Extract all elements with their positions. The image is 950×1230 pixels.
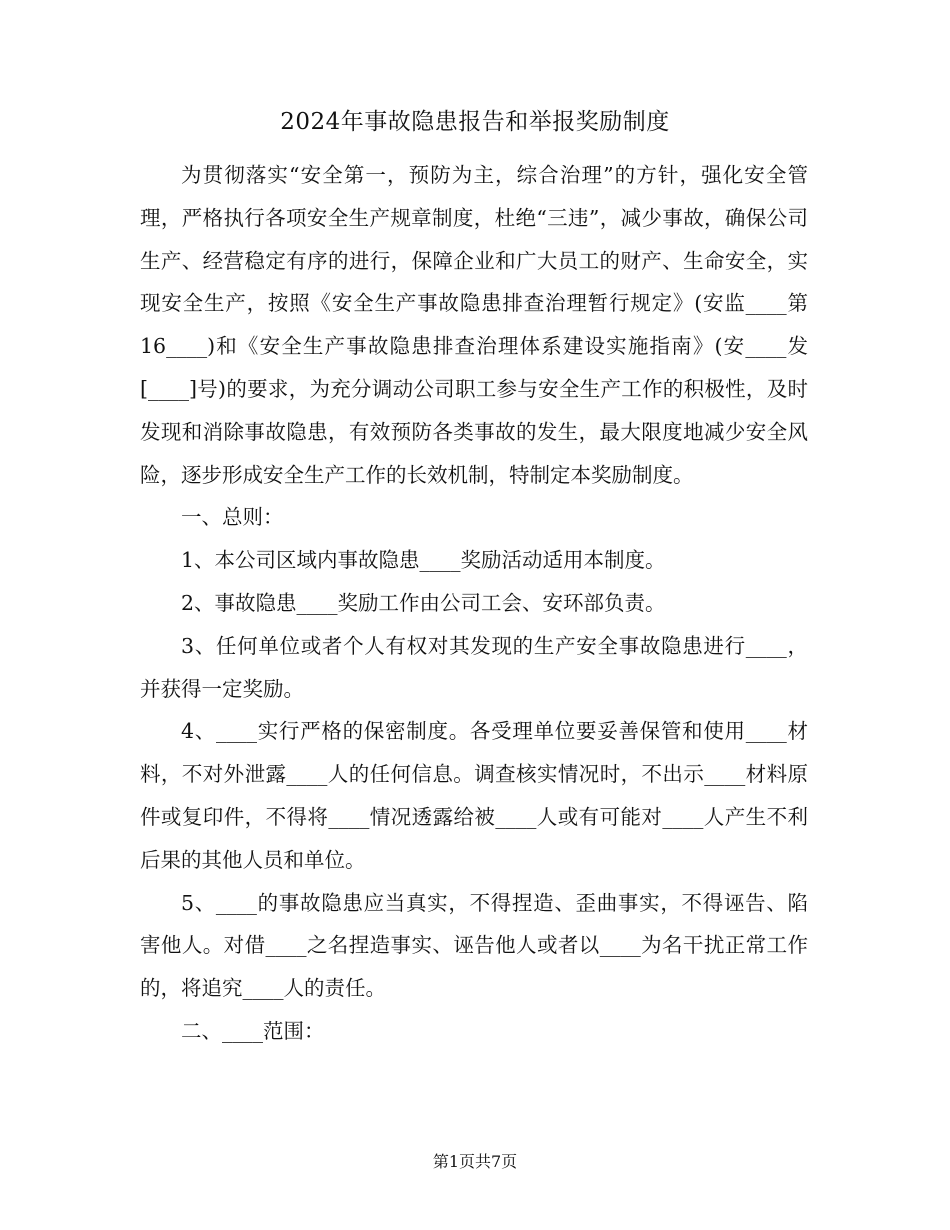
clause-2: 2、事故隐患____奖励工作由公司工会、安环部负责。 xyxy=(181,590,666,615)
page-number: 第1页共7页 xyxy=(432,1152,518,1171)
document-title: 2024年事故隐患报告和举报奖励制度 xyxy=(280,109,670,135)
clause-5: 5、____的事故隐患应当真实，不得捏造、歪曲事实，不得诬告、陷害他人。对借____之名捏造事实、诬告他人或者以____为名干扰正常工作的，将追究____人的责任。 xyxy=(140,890,808,1001)
clause-4: 4、____实行严格的保密制度。各受理单位要妥善保管和使用____材料，不对外泄露____人的任何信息。调查核实情况时，不出示____材料原件或复印件，不得将____情况透露给被____人或有可能对____人产生不利后果的其他人员和单位。 xyxy=(140,719,808,872)
intro-paragraph: 为贯彻落实“安全第一，预防为主，综合治理”的方针，强化安全管理，严格执行各项安全生产规章制度，杜绝“三违”，减少事故，确保公司生产、经营稳定有序的进行，保障企业和广大员工的财产、生命安全，实现安全生产，按照《安全生产事故隐患排查治理暂行规定》(安监____第16____)和《安全生产事故隐患排查治理体系建设实施指南》(安____发[____]号)的要求，为充分调动公司职工参与安全生产工作的积极性，及时发现和消除事故隐患，有效预防各类事故的发生，最大限度地减少安全风险，逐步形成安全生产工作的长效机制，特制定本奖励制度。 xyxy=(140,163,808,487)
section-heading-general: 一、总则： xyxy=(181,505,284,530)
clause-1: 1、本公司区域内事故隐患____奖励活动适用本制度。 xyxy=(181,548,666,573)
clause-3: 3、任何单位或者个人有权对其发现的生产安全事故隐患进行____，并获得一定奖励。 xyxy=(140,633,808,701)
document-body xyxy=(140,154,808,1053)
section-heading-scope: 二、____范围： xyxy=(181,1018,325,1043)
